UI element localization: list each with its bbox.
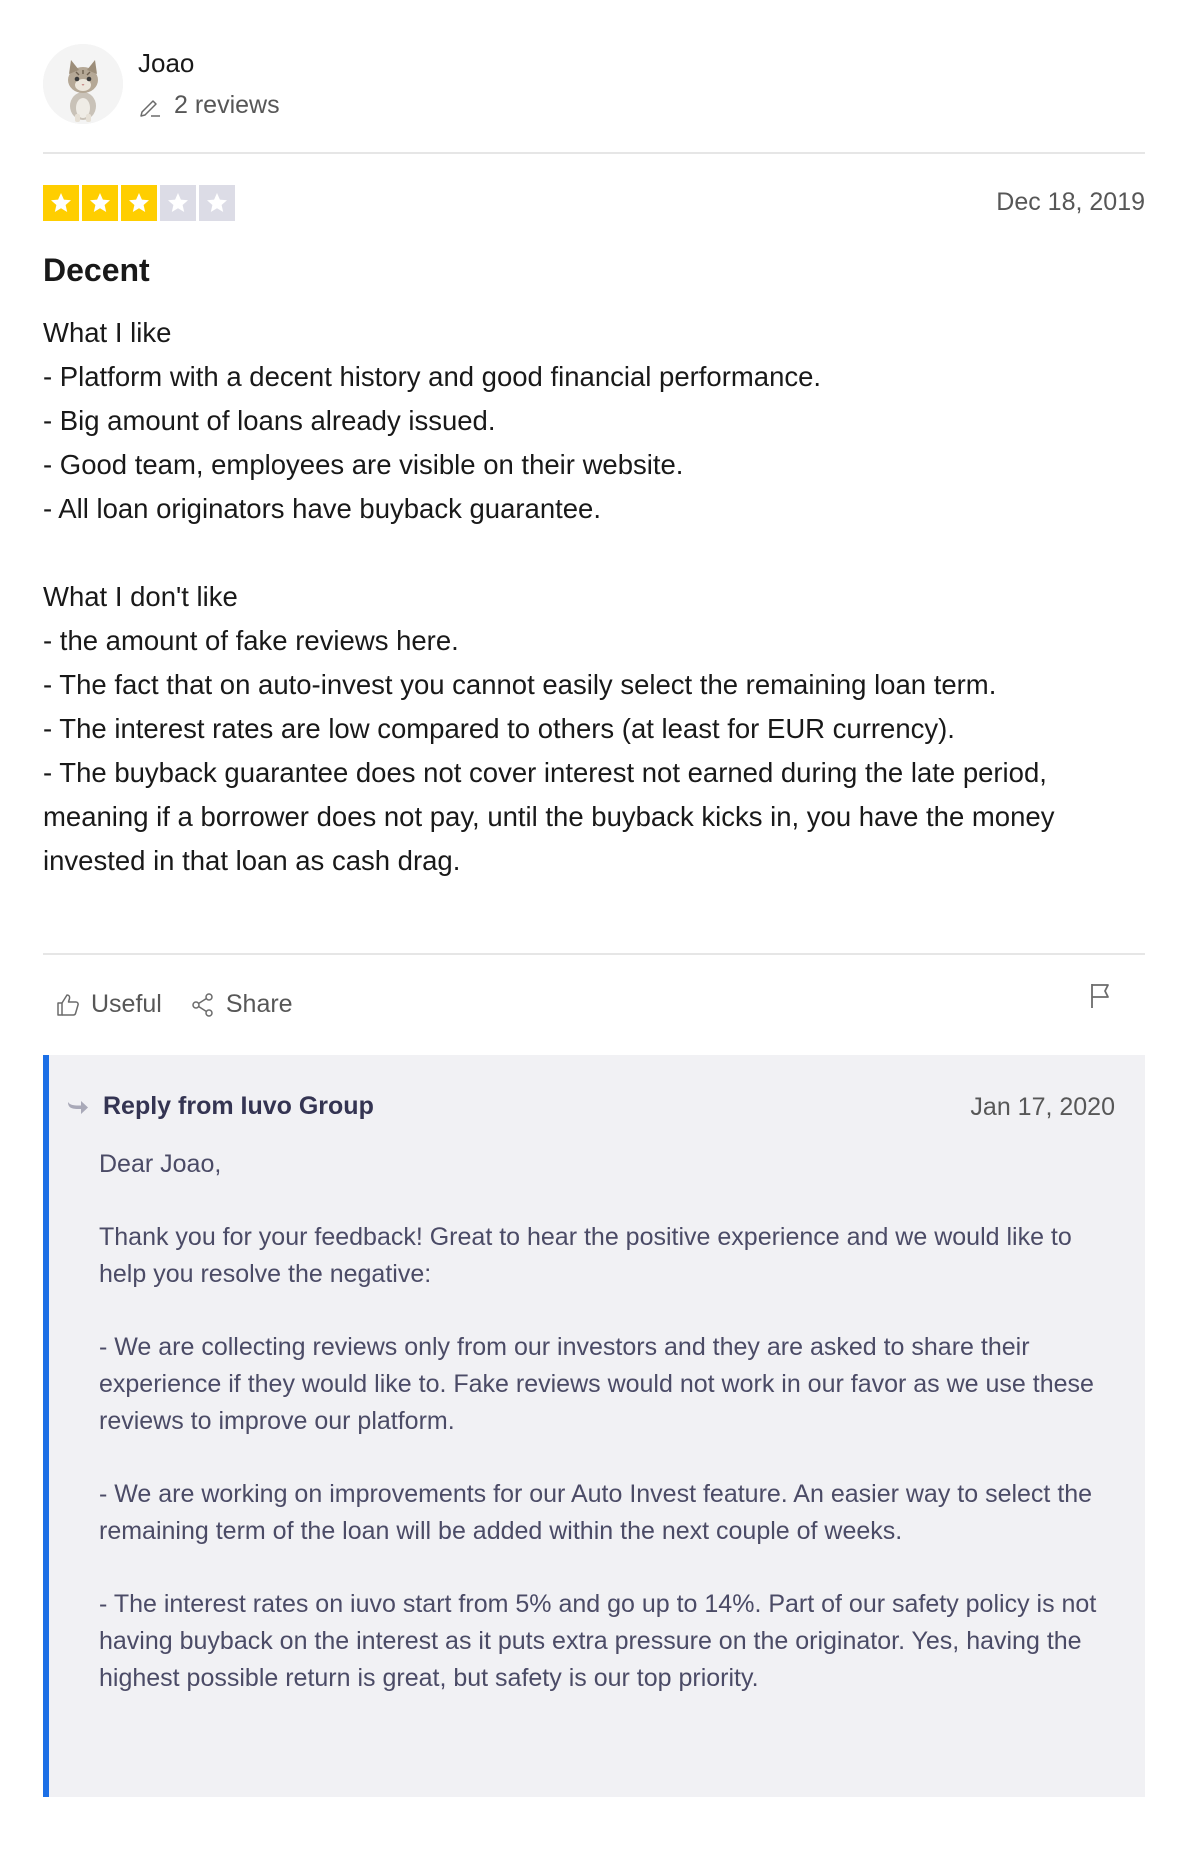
like-item: - Good team, employees are visible on their website. [43,449,684,480]
share-label: Share [225,990,293,1018]
like-heading: What I like [43,317,172,348]
review-actions [55,990,321,1019]
review-date: Dec 18, 2019 [996,188,1145,216]
useful-label: Useful [91,990,162,1018]
dislike-heading: What I don't like [43,581,238,612]
reply-header [67,1092,374,1121]
dislike-item: - the amount of fake reviews here. [43,625,459,656]
star-icon [121,185,157,221]
like-item: - Big amount of loans already issued. [43,405,496,436]
star-icon [160,185,196,221]
review-count-label: 2 reviews [174,91,280,119]
dislike-item: - The interest rates are low compared to others (at least for EUR currency). [43,713,955,744]
useful-button[interactable] [55,990,162,1019]
like-item: - All loan originators have buyback guarantee. [43,493,601,524]
reply-paragraph: Thank you for your feedback! Great to hear the positive experience and we would like to help you resolve the negative: [99,1223,1072,1288]
star-icon [199,185,235,221]
cat-avatar-icon[interactable] [43,44,123,124]
likes-list [43,355,1145,531]
consumer-name[interactable]: Joao [138,48,195,78]
flag-icon[interactable] [1087,982,1113,1010]
thumbs-up-icon [55,992,81,1018]
reply-body [99,1146,1119,1697]
reply-paragraph: - The interest rates on iuvo start from 5% and go up to 14%. Part of our safety policy is not having buyback on the interest as it puts extra pressure on the originator. Yes, having the highest possible return is great, but safety is our top priority. [99,1590,1097,1692]
reply-paragraphs [99,1183,1119,1697]
star-icon [82,185,118,221]
dislikes-list [43,619,1145,883]
header-divider [43,152,1145,154]
star-rating [43,185,238,221]
reply-from: Reply from Iuvo Group [103,1092,374,1120]
dislike-item: - The fact that on auto-invest you cannot easily select the remaining loan term. [43,669,997,700]
reply-date: Jan 17, 2020 [970,1093,1115,1121]
consumer-info [43,44,1145,124]
body-divider [43,953,1145,955]
like-item: - Platform with a decent history and good financial performance. [43,361,822,392]
pencil-icon [138,94,162,118]
share-icon [190,992,216,1018]
reply-arrow-icon [67,1099,89,1115]
review-count[interactable] [138,91,280,120]
company-reply [43,1055,1145,1797]
reply-paragraph: - We are working on improvements for our Auto Invest feature. An easier way to select the remaining term of the loan will be added within the next couple of weeks. [99,1480,1093,1545]
share-button[interactable] [190,990,293,1019]
review-title[interactable]: Decent [43,252,150,288]
star-icon [43,185,79,221]
reply-paragraph: - We are collecting reviews only from our investors and they are asked to share their experience if they would like to. Fake reviews would not work in our favor as we use these reviews to improve our platform. [99,1333,1094,1435]
dislike-item: - The buyback guarantee does not cover interest not earned during the late period, meaning if a borrower does not pay, until the buyback kicks in, you have the money invested in that loan as cash drag. [43,757,1055,876]
reply-greeting: Dear Joao, [99,1150,222,1178]
review-card [43,0,1145,1857]
review-body [43,311,1145,883]
